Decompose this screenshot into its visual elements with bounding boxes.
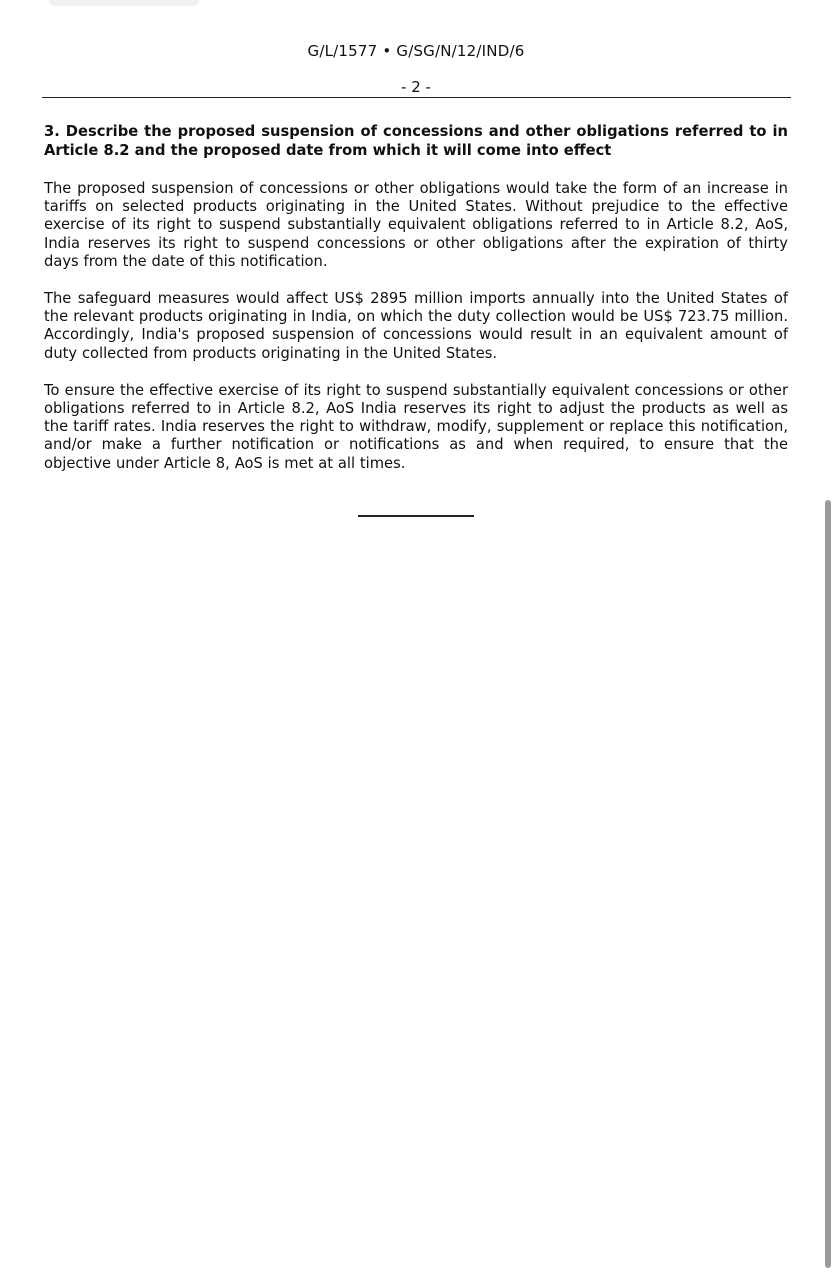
document-body — [44, 123, 788, 492]
scrollbar-thumb[interactable] — [825, 500, 831, 1268]
section-heading: 3. Describe the proposed suspension of concessions and other obligations referred to in Article 8.2 and the proposed date from which it will come into effect — [44, 123, 788, 159]
document-symbol: G/L/1577 • G/SG/N/12/IND/6 — [307, 42, 525, 60]
paragraph-suspension-form: The proposed suspension of concessions or other obligations would take the form of an increase in tariffs on selected products originating in the United States. Without prejudice to the effective exercise of its right to suspend substantially equivalent obligations referred to in Article 8.2, AoS, India reserves its right to suspend concessions or other obligations after the expiration of thirty days from the date of this notification. — [44, 180, 788, 270]
top-tab-edge — [48, 0, 200, 6]
header-divider — [42, 97, 791, 98]
page-number: - 2 - — [401, 78, 431, 96]
end-of-document-rule — [358, 515, 474, 517]
scrollbar[interactable] — [822, 0, 834, 1280]
paragraph-rights-reserved: To ensure the effective exercise of its right to suspend substantially equivalent concessions or other obligations referred to in Article 8.2, AoS India reserves its right to adjust the products as well as the tariff rates. India reserves the right to withdraw, modify, supplement or replace this notification, and/or make a further notification or notifications as and when required, to ensure that the objective under Article 8, AoS is met at all times. — [44, 381, 788, 472]
paragraph-trade-impact: The safeguard measures would affect US$ 2895 million imports annually into the United States of the relevant products originating in India, on which the duty collection would be US$ 723.75 million. Accordingly, India's proposed suspension of concessions would result in an equivalent amount of duty collected from products originating in the United States. — [44, 290, 788, 362]
